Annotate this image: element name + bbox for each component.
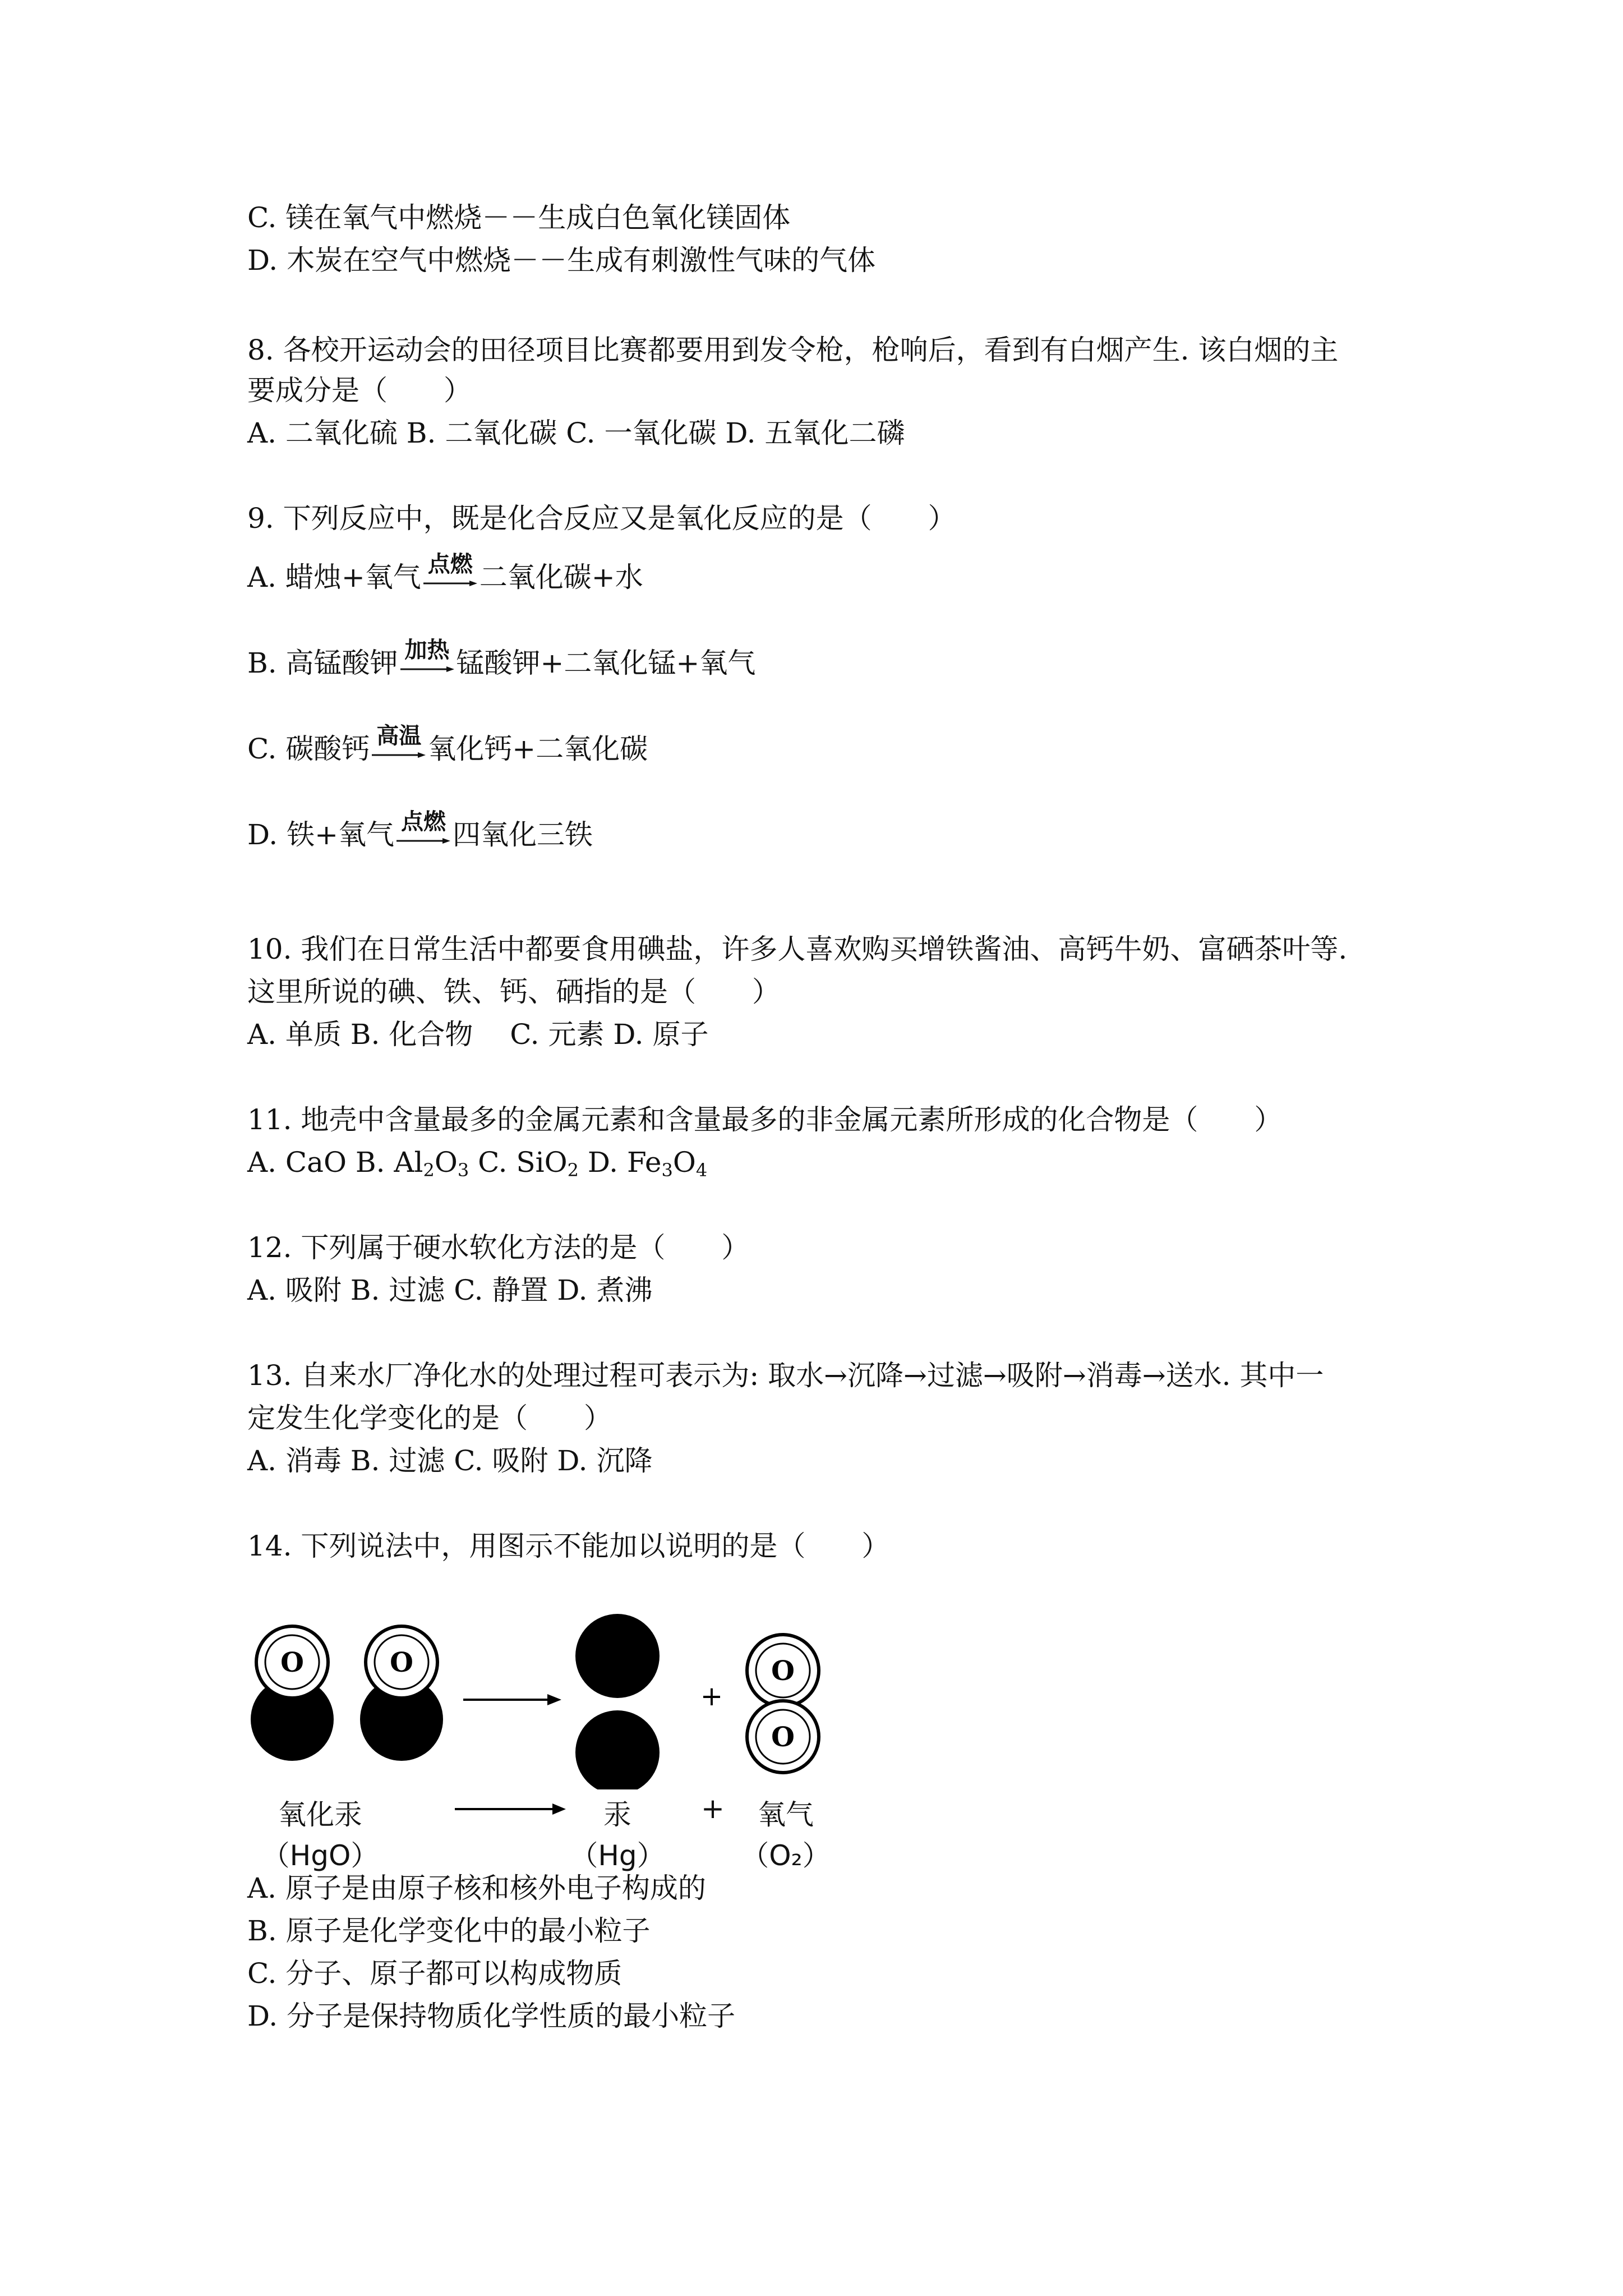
q7-option-d: D. 木炭在空气中燃烧－－生成有刺激性气味的气体 [247,244,876,277]
products: 二氧化碳+水 [479,561,643,593]
q14-option-b: B. 原子是化学变化中的最小粒子 [247,1915,651,1947]
reaction-arrow [371,723,427,766]
reaction-condition: 点燃 [401,809,446,835]
q7-option-c: C. 镁在氧气中燃烧－－生成白色氧化镁固体 [247,201,791,234]
reactants: B. 高锰酸钾 [247,647,398,679]
arrow-icon [395,836,451,845]
q8-stem-line2: 要成分是（ ） [247,374,472,407]
products: 锰酸钾+二氧化锰+氧气 [456,647,756,679]
q11-options: A. CaO B. $Al_2O_3$ C. SiO$_2$ D. $Fe_3O_4$ [247,1146,708,1181]
formula-hg: （Hg） [570,1839,665,1872]
q9-option-b [247,637,756,680]
svg-text:O: O [390,1647,413,1678]
svg-text:O: O [771,1722,795,1753]
q9-option-c [247,723,648,766]
reaction-arrow [395,809,451,852]
reaction-condition: 加热 [404,637,450,663]
arrow-icon [422,579,478,588]
q11-stem: 11. 地壳中含量最多的金属元素和含量最多的非金属元素所形成的化合物是（ ） [247,1103,1283,1136]
q13-stem-line2: 定发生化学变化的是（ ） [247,1402,612,1434]
q10-options: A. 单质 B. 化合物 C. 元素 D. 原子 [247,1018,709,1051]
reactants: C. 碳酸钙 [247,733,370,765]
reactants: A. 蜡烛+氧气 [247,561,421,593]
svg-text:O: O [280,1647,304,1678]
q14-stem: 14. 下列说法中，用图示不能加以说明的是（ ） [247,1530,890,1562]
hgo-decomposition-figure [247,1610,853,1874]
arrow-icon [455,1802,567,1816]
reaction-arrow [422,551,478,595]
molecule-diagram [247,1610,853,1789]
q12-options: A. 吸附 B. 过滤 C. 静置 D. 煮沸 [247,1274,653,1306]
svg-text:O: O [771,1655,795,1687]
q10-stem-line1: 10. 我们在日常生活中都要食用碘盐，许多人喜欢购买增铁酱油、高钙牛奶、富硒茶叶等. [247,933,1348,965]
q9-stem: 9. 下列反应中，既是化合反应又是氧化反应的是（ ） [247,502,956,535]
label-hgo: 氧化汞 [278,1798,362,1831]
q14-option-c: C. 分子、原子都可以构成物质 [247,1957,623,1990]
plus-sign: + [701,1792,725,1825]
q13-stem-line1: 13. 自来水厂净化水的处理过程可表示为: 取水→沉降→过滤→吸附→消毒→送水. 其中一 [247,1359,1324,1392]
label-hg: 汞 [603,1798,631,1831]
q9-option-d [247,809,593,852]
q14-option-a: A. 原子是由原子核和核外电子构成的 [247,1872,706,1904]
reactants: D. 铁+氧气 [247,818,394,851]
hg-atom [575,1614,660,1698]
q8-options: A. 二氧化硫 B. 二氧化碳 C. 一氧化碳 D. 五氧化二磷 [247,417,905,449]
formula-o2: （O₂） [741,1839,831,1872]
reaction-condition: 高温 [376,723,422,749]
svg-text:+: + [700,1681,723,1712]
label-o2: 氧气 [758,1798,814,1831]
reaction-arrow [399,637,455,680]
formula-hgo: （HgO） [261,1839,379,1872]
reaction-condition: 点燃 [427,551,473,577]
q12-stem: 12. 下列属于硬水软化方法的是（ ） [247,1231,750,1264]
products: 四氧化三铁 [453,818,593,851]
arrow-icon [399,665,455,674]
arrow-icon [371,751,427,760]
q8-stem-line1: 8. 各校开运动会的田径项目比赛都要用到发令枪，枪响后，看到有白烟产生. 该白烟的主 [247,334,1339,366]
q10-stem-line2: 这里所说的碘、铁、钙、硒指的是（ ） [247,976,780,1008]
q9-option-a [247,551,643,595]
products: 氧化钙+二氧化碳 [428,733,648,765]
q14-option-d: D. 分子是保持物质化学性质的最小粒子 [247,2000,736,2032]
hg-atom [575,1710,660,1789]
q13-options: A. 消毒 B. 过滤 C. 吸附 D. 沉降 [247,1444,653,1477]
